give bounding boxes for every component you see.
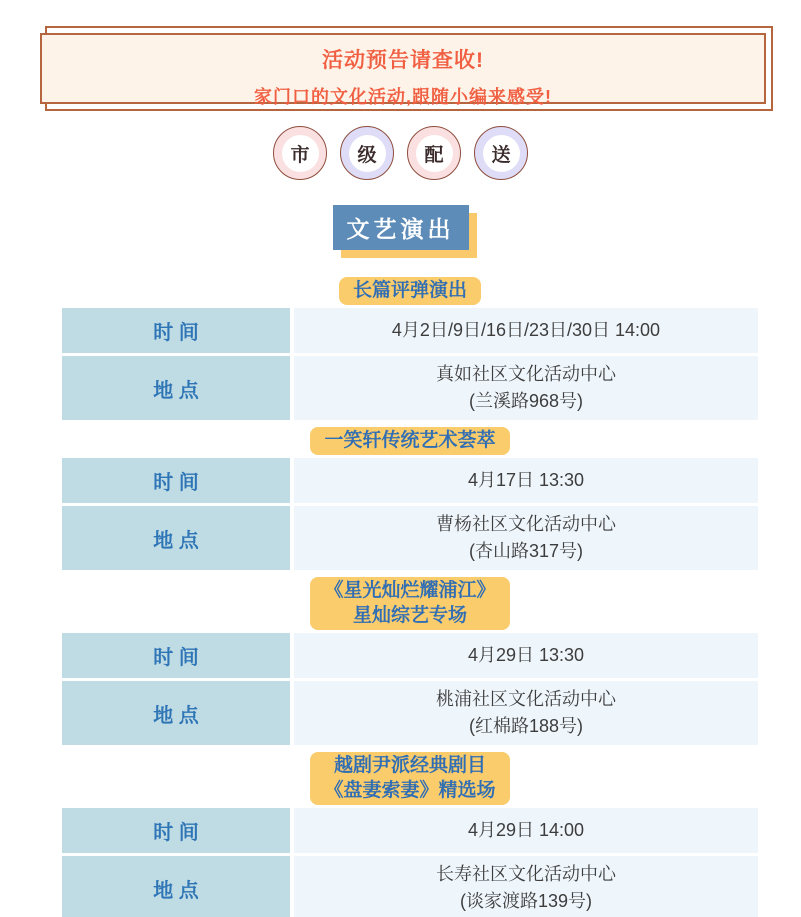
- row-label-cell: 时 间: [62, 808, 290, 853]
- badge-circle: [273, 126, 327, 180]
- row-value-cell: [294, 308, 758, 353]
- table-row: [62, 681, 758, 745]
- section-title-line: 《盘妻索妻》精选场: [324, 780, 496, 801]
- section-tag-row: [62, 752, 758, 805]
- row-value-line: (谈家渡路139号): [459, 891, 593, 911]
- section-title-tag: [339, 277, 481, 305]
- row-value-line: (杏山路317号): [468, 541, 584, 561]
- row-value-line: 桃浦社区文化活动中心: [436, 689, 616, 709]
- row-value-cell: [294, 506, 758, 570]
- category-button[interactable]: 文艺演出: [333, 205, 469, 250]
- table-row: [62, 458, 758, 503]
- table-row: [62, 506, 758, 570]
- row-value-line: 4月2日/9日/16日/23日/30日 14:00: [391, 320, 661, 340]
- table-row: [62, 308, 758, 353]
- section-title-line: 一笑轩传统艺术荟萃: [324, 430, 496, 451]
- badge-char: 市: [282, 135, 319, 172]
- row-label-cell: 时 间: [62, 458, 290, 503]
- event-sections: [62, 277, 758, 917]
- badge-circle: [407, 126, 461, 180]
- row-value-cell: [294, 458, 758, 503]
- badge-circle: [474, 126, 528, 180]
- row-value-cell: [294, 681, 758, 745]
- row-value-line: 真如社区文化活动中心: [436, 364, 616, 384]
- row-label-cell: 时 间: [62, 633, 290, 678]
- badge-char: 送: [483, 135, 520, 172]
- banner: [0, 0, 801, 113]
- row-value-line: 曹杨社区文化活动中心: [436, 514, 616, 534]
- row-value-line: 4月29日 13:30: [467, 645, 585, 665]
- row-value-line: (兰溪路968号): [468, 391, 584, 411]
- section-tag-row: [62, 577, 758, 630]
- event-section: [62, 577, 758, 745]
- section-title-line: 星灿综艺专场: [352, 605, 467, 626]
- event-section: [62, 277, 758, 420]
- row-value-cell: [294, 856, 758, 917]
- section-title-line: 长篇评弹演出: [352, 280, 467, 301]
- badges-row: [0, 126, 801, 180]
- row-value-line: 长寿社区文化活动中心: [436, 864, 616, 884]
- row-value-line: 4月29日 14:00: [467, 820, 585, 840]
- badge-char: 级: [349, 135, 386, 172]
- row-label-cell: 地 点: [62, 356, 290, 420]
- banner-box: [40, 33, 766, 107]
- section-tag-row: [62, 427, 758, 455]
- section-title-tag: [310, 427, 509, 455]
- row-label-cell: 时 间: [62, 308, 290, 353]
- category-button-wrap: [333, 205, 469, 250]
- row-value-cell: [294, 633, 758, 678]
- event-section: [62, 427, 758, 570]
- section-title-line: 越剧尹派经典剧目: [333, 755, 486, 776]
- row-label-cell: 地 点: [62, 856, 290, 917]
- badge-char: 配: [416, 135, 453, 172]
- badge-circle: [340, 126, 394, 180]
- table-row: [62, 356, 758, 420]
- row-value-cell: [294, 808, 758, 853]
- table-row: [62, 633, 758, 678]
- row-value-line: 4月17日 13:30: [467, 470, 585, 490]
- row-value-line: (红棉路188号): [468, 716, 584, 736]
- row-value-cell: [294, 356, 758, 420]
- row-label-cell: 地 点: [62, 506, 290, 570]
- section-title-tag: [310, 577, 509, 630]
- section-title-tag: [310, 752, 509, 805]
- table-row: [62, 856, 758, 917]
- section-tag-row: [62, 277, 758, 305]
- event-section: [62, 752, 758, 917]
- banner-title: 活动预告请查收!: [322, 49, 484, 72]
- section-title-line: 《星光灿烂耀浦江》: [324, 580, 496, 601]
- banner-subtitle: 家门口的文化活动,跟随小编来感受!: [254, 87, 552, 107]
- row-label-cell: 地 点: [62, 681, 290, 745]
- table-row: [62, 808, 758, 853]
